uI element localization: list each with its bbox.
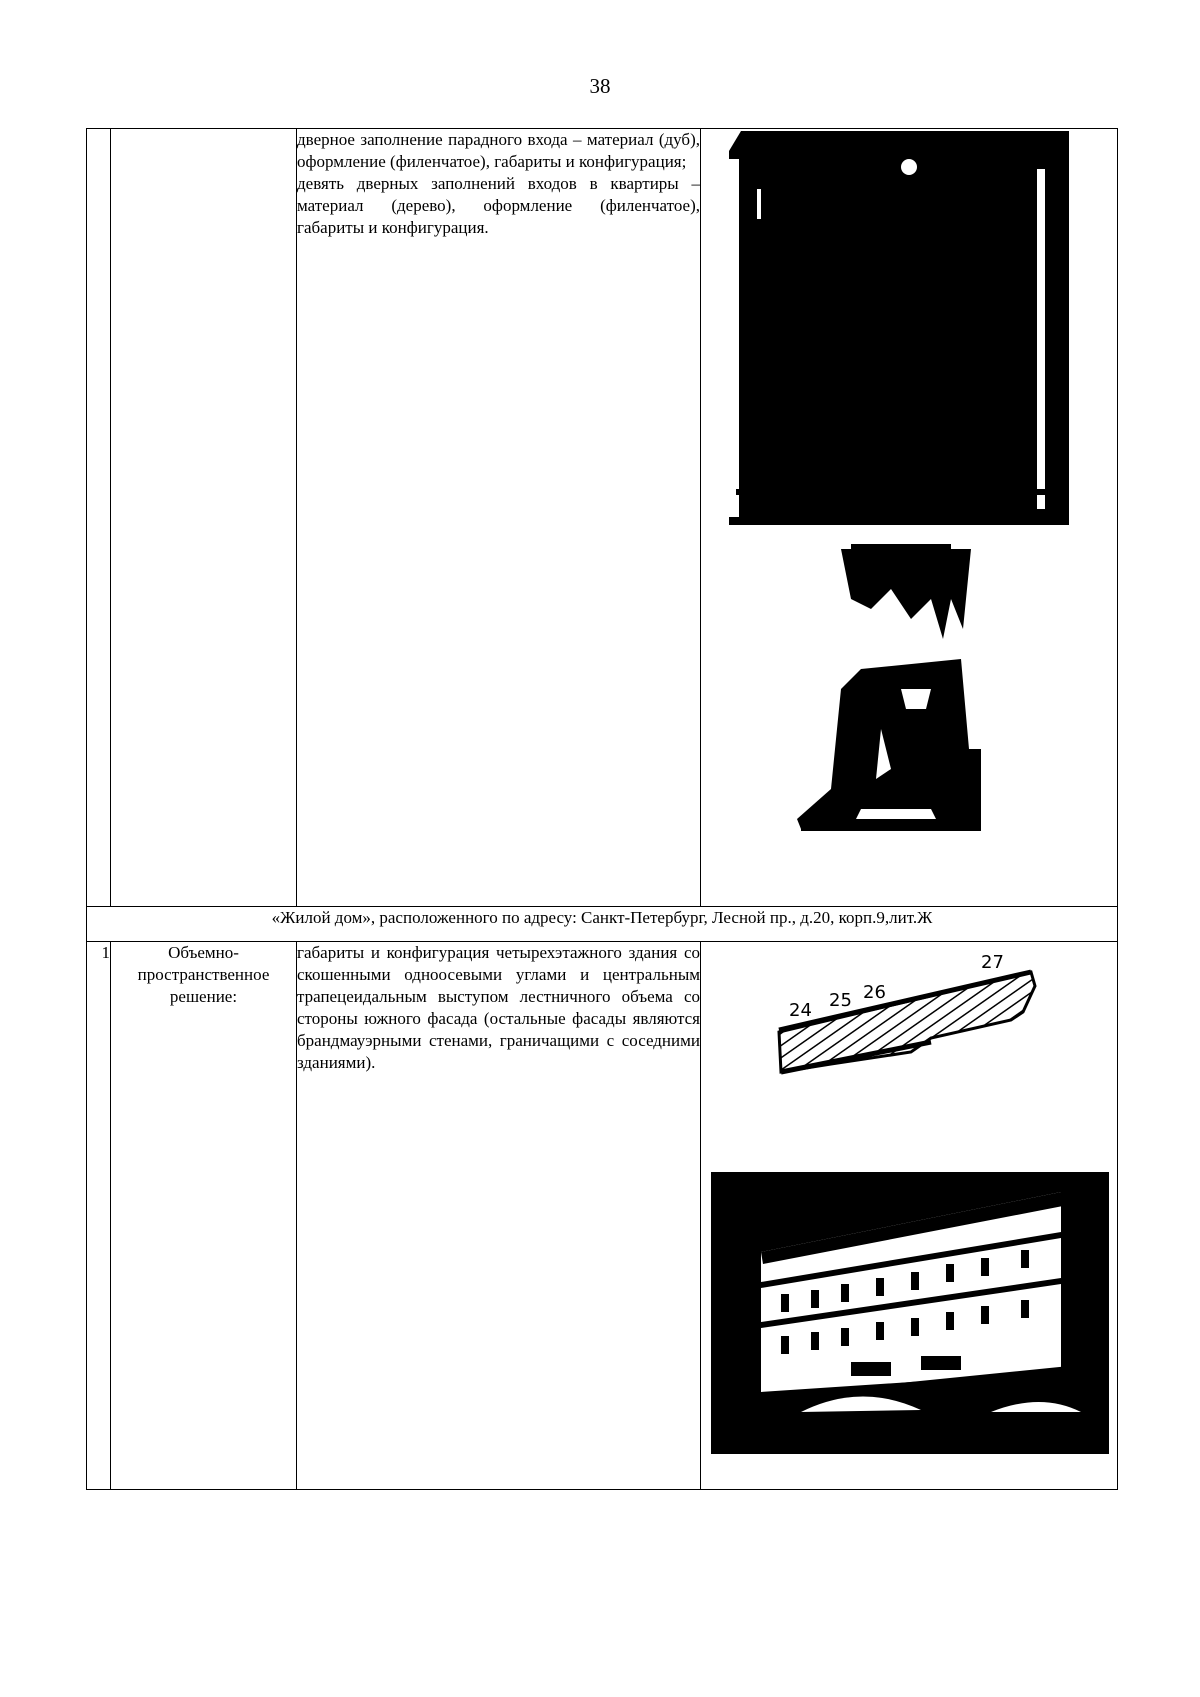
row-name xyxy=(111,129,297,907)
plan-label: 27 xyxy=(981,952,1004,973)
row-name: Объемно-пространственное решение: xyxy=(111,942,297,1490)
section-header: «Жилой дом», расположенного по адресу: Санкт-Петербург, Лесной пр., д.20, корп.9,лит.Ж xyxy=(87,907,1118,942)
apartment-door-image xyxy=(797,544,981,831)
row-description xyxy=(297,129,701,907)
row-number: 1 xyxy=(87,942,111,1490)
table-row xyxy=(87,907,1118,942)
door-photo xyxy=(701,129,1118,907)
table-row xyxy=(87,129,1118,907)
objects-table xyxy=(86,128,1118,1490)
row-description xyxy=(297,942,701,1490)
plan-and-facade xyxy=(701,942,1118,1490)
building-facade-image xyxy=(711,1172,1109,1454)
photo-cell xyxy=(701,129,1118,907)
table-row xyxy=(87,942,1118,1490)
description-paragraph: девять дверных заполнений входов в квартиры – материал (дерево), оформление (филенчатое), габариты и конфигурация. xyxy=(297,174,700,237)
row-number xyxy=(87,129,111,907)
plan-label: 26 xyxy=(863,982,886,1003)
photo-cell xyxy=(701,942,1118,1490)
description-paragraph: дверное заполнение парадного входа – материал (дуб), оформление (филенчатое), габариты и конфигурация; xyxy=(297,130,700,171)
plan-label: 24 xyxy=(789,1000,812,1021)
description-paragraph: габариты и конфигурация четырехэтажного здания со скошенными одноосевыми углами и центральным трапецеидальным выступом лестничного объема со стороны южного фасада (остальные фасады являются брандмауэрными стенами, граничащими с соседними зданиями). xyxy=(297,943,700,1072)
entrance-door-image xyxy=(729,131,1069,525)
page-number: 38 xyxy=(589,74,611,98)
plan-fragment-image xyxy=(779,952,1035,1072)
plan-label: 25 xyxy=(829,990,852,1011)
